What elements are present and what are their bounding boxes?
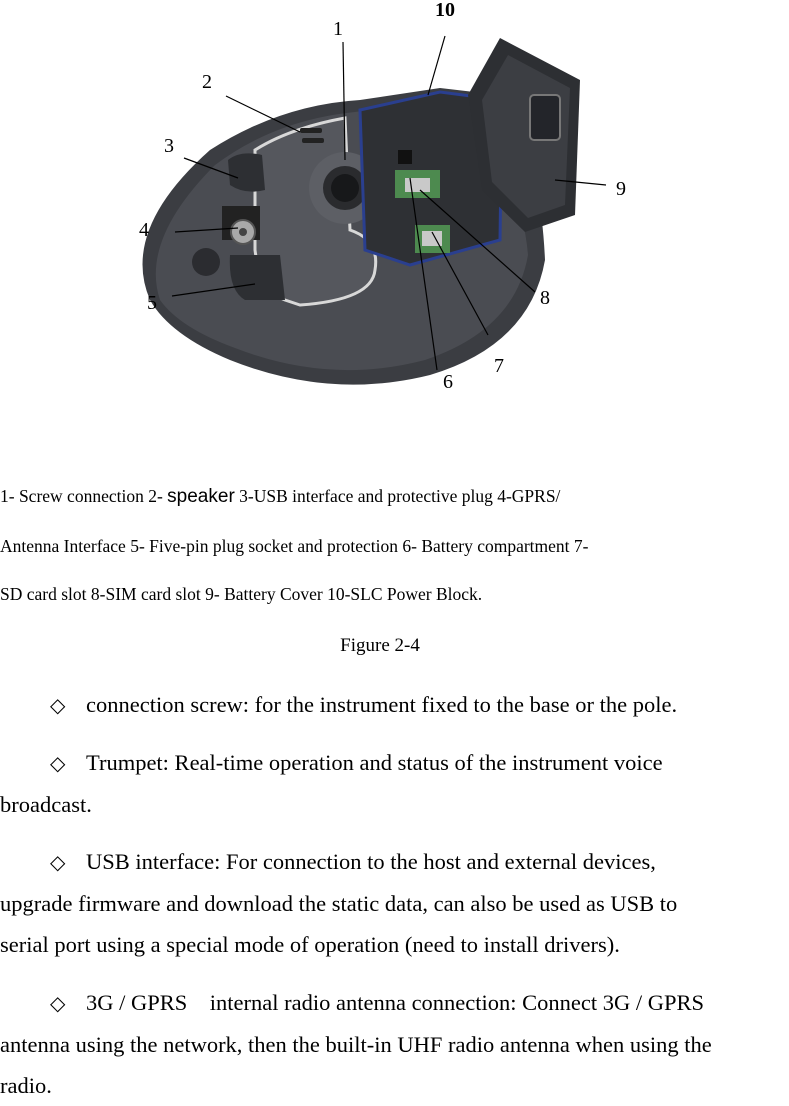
paragraph-line: broadcast. — [0, 792, 92, 817]
callout-4: 4 — [139, 219, 149, 241]
callout-1: 1 — [333, 18, 343, 40]
paragraph-line — [0, 982, 789, 1024]
paragraph-line — [0, 684, 789, 726]
caption-line-1 — [0, 486, 560, 508]
instrument-figure — [0, 0, 789, 440]
diamond-bullet-icon: ◇ — [50, 693, 66, 717]
diamond-bullet-icon: ◇ — [50, 751, 66, 775]
paragraph-trumpet — [0, 742, 789, 825]
callout-8: 8 — [540, 287, 550, 309]
paragraph-connection-screw — [0, 684, 789, 726]
callout-10: 10 — [435, 0, 455, 21]
paragraph-usb-interface — [0, 841, 789, 965]
callout-3: 3 — [164, 135, 174, 157]
paragraph-line — [0, 742, 789, 784]
diamond-bullet-icon: ◇ — [50, 991, 66, 1015]
paragraph-text: connection screw: for the instrument fixed to the base or the pole. — [86, 692, 678, 717]
caption-speaker-word: speaker — [167, 486, 235, 507]
paragraph-text: Trumpet: Real-time operation and status of the instrument voice — [86, 750, 663, 775]
paragraph-text: 3G / GPRS internal radio antenna connection: Connect 3G / GPRS — [86, 990, 705, 1015]
paragraph-line: radio. — [0, 1073, 52, 1098]
caption-line-3: SD card slot 8-SIM card slot 9- Battery Cover 10-SLC Power Block. — [0, 584, 483, 604]
caption-line-1-start: 1- Screw connection 2- — [0, 486, 168, 506]
paragraph-line: serial port using a special mode of operation (need to install drivers). — [0, 932, 620, 957]
paragraph-text: USB interface: For connection to the host and external devices, — [86, 849, 656, 874]
paragraph-line: upgrade firmware and download the static data, can also be used as USB to — [0, 891, 678, 916]
callout-7: 7 — [494, 355, 504, 377]
paragraph-line: antenna using the network, then the built-in UHF radio antenna when using the — [0, 1032, 712, 1057]
caption-line-1-end: 3-USB interface and protective plug 4-GPRS/ — [234, 486, 561, 506]
callout-9: 9 — [616, 178, 626, 200]
diamond-bullet-icon: ◇ — [50, 850, 66, 874]
callout-2: 2 — [202, 71, 212, 93]
paragraph-gprs-antenna — [0, 982, 789, 1106]
figure-title: Figure 2-4 — [340, 635, 420, 656]
callout-5: 5 — [147, 292, 157, 314]
paragraph-line — [0, 841, 789, 883]
caption-line-2: Antenna Interface 5- Five-pin plug socket and protection 6- Battery compartment 7- — [0, 536, 589, 556]
callout-6: 6 — [443, 371, 453, 393]
